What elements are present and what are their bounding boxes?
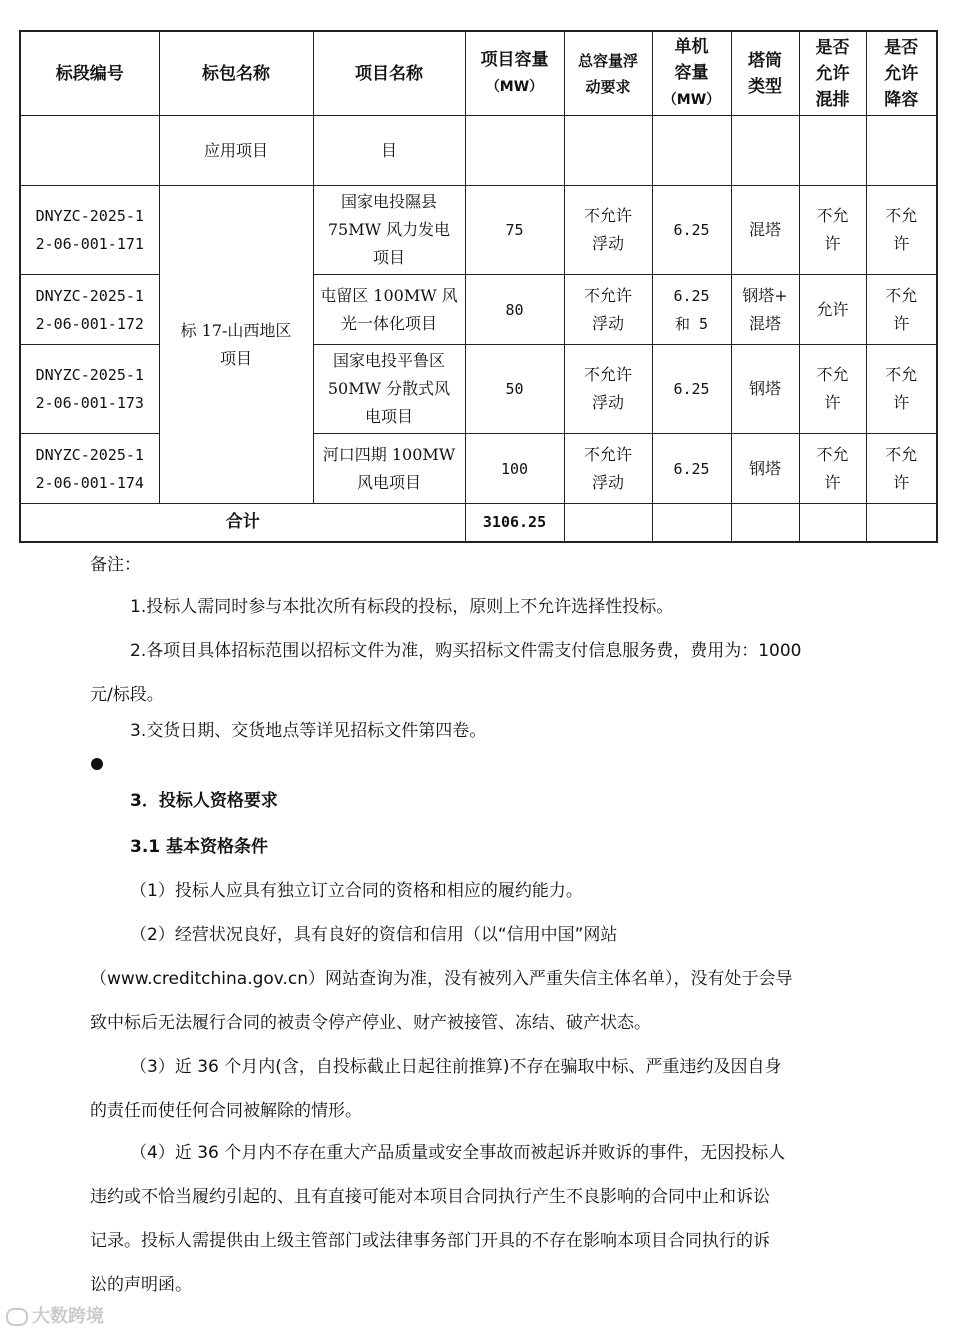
note-3: 3.交货日期、交货地点等详见招标文件第四卷。 <box>130 721 487 741</box>
cell-derate: 不允 许 <box>866 345 937 434</box>
cell-bid-code: DNYZC-2025-1 2-06-001-172 <box>20 275 159 345</box>
cell-empty <box>652 504 731 542</box>
cell-empty <box>20 116 159 186</box>
paragraph-4: （4）近 36 个月内不存在重大产品质量或安全事故而被起诉并败诉的事件，无因投标人 <box>130 1143 786 1163</box>
note-2: 2.各项目具体招标范围以招标文件为准，购买招标文件需支付信息服务费，费用为：1000 <box>130 641 802 661</box>
bullet-dot <box>91 758 103 770</box>
cell-empty <box>799 504 866 542</box>
table-header-row <box>20 31 937 116</box>
cell-mixed: 不允 许 <box>799 434 866 504</box>
cell-package-name: 标 17-山西地区 项目 <box>159 186 313 504</box>
cell-unit-capacity: 6.25 <box>652 345 731 434</box>
cell-empty <box>465 116 564 186</box>
header-tower-type: 塔筒 类型 <box>731 31 799 116</box>
cell-empty <box>564 504 652 542</box>
table-row <box>20 345 937 434</box>
header-package-name: 标包名称 <box>159 31 313 116</box>
cell-unit-capacity: 6.25 <box>652 186 731 275</box>
cell-empty <box>731 116 799 186</box>
cell-project-name: 国家电投平鲁区 50MW 分散式风 电项目 <box>313 345 465 434</box>
cell-bid-code: DNYZC-2025-1 2-06-001-171 <box>20 186 159 275</box>
header-mixed: 是否 允许 混排 <box>799 31 866 116</box>
cell-project-name: 河口四期 100MW 风电项目 <box>313 434 465 504</box>
cell-unit-capacity: 6.25 和 5 <box>652 275 731 345</box>
cell-tower: 钢塔 <box>731 434 799 504</box>
paragraph-3-cont: 的责任而使任何合同被解除的情形。 <box>90 1101 362 1121</box>
cell-empty <box>731 504 799 542</box>
cell-float: 不允许 浮动 <box>564 345 652 434</box>
paragraph-4-cont: 记录。投标人需提供由上级主管部门或法律事务部门开具的不存在影响本项目合同执行的诉 <box>90 1231 770 1251</box>
cell-tower: 钢塔+ 混塔 <box>731 275 799 345</box>
cell-project-name: 国家电投隰县 75MW 风力发电 项目 <box>313 186 465 275</box>
watermark <box>6 1302 104 1328</box>
cell-empty <box>652 116 731 186</box>
cell-capacity: 100 <box>465 434 564 504</box>
table-row-continued <box>20 116 937 186</box>
header-capacity: 项目容量 （MW） <box>465 31 564 116</box>
paragraph-2-cont: 致中标后无法履行合同的被责令停产停业、财产被接管、冻结、破产状态。 <box>90 1013 651 1033</box>
cell-tower: 钢塔 <box>731 345 799 434</box>
cell-mixed: 允许 <box>799 275 866 345</box>
cell-capacity: 80 <box>465 275 564 345</box>
cell-empty <box>799 116 866 186</box>
paragraph-3: （3）近 36 个月内(含，自投标截止日起往前推算)不存在骗取中标、严重违约及因自身 <box>130 1057 782 1077</box>
cell-mixed: 不允 许 <box>799 186 866 275</box>
cell-empty <box>564 116 652 186</box>
header-derate: 是否 允许 降容 <box>866 31 937 116</box>
cell-float: 不允许 浮动 <box>564 186 652 275</box>
paragraph-1: （1）投标人应具有独立订立合同的资格和相应的履约能力。 <box>130 881 583 901</box>
notes-heading: 备注： <box>90 555 141 575</box>
cell-float: 不允许 浮动 <box>564 275 652 345</box>
table-total-row <box>20 504 937 542</box>
cell-total-value: 3106.25 <box>465 504 564 542</box>
cell-derate: 不允 许 <box>866 186 937 275</box>
watermark-logo-icon <box>6 1308 28 1326</box>
subsection-title: 3.1 基本资格条件 <box>130 837 269 857</box>
note-1: 1.投标人需同时参与本批次所有标段的投标，原则上不允许选择性投标。 <box>130 597 674 617</box>
cell-derate: 不允 许 <box>866 275 937 345</box>
header-project-name: 项目名称 <box>313 31 465 116</box>
table-row <box>20 186 937 275</box>
paragraph-2-cont: （www.creditchina.gov.cn）网站查询为准，没有被列入严重失信主体名单），没有处于会导 <box>90 969 793 989</box>
cell-capacity: 50 <box>465 345 564 434</box>
table-row <box>20 275 937 345</box>
cell-bid-code: DNYZC-2025-1 2-06-001-173 <box>20 345 159 434</box>
section-title: 3．投标人资格要求 <box>130 791 278 811</box>
note-2-cont: 元/标段。 <box>90 685 164 705</box>
header-float-req: 总容量浮 动要求 <box>564 31 652 116</box>
paragraph-4-cont: 违约或不恰当履约引起的、且有直接可能对本项目合同执行产生不良影响的合同中止和诉讼 <box>90 1187 770 1207</box>
cell-float: 不允许 浮动 <box>564 434 652 504</box>
cell-project-continued: 目 <box>313 116 465 186</box>
cell-unit-capacity: 6.25 <box>652 434 731 504</box>
header-bid-no: 标段编号 <box>20 31 159 116</box>
cell-empty <box>866 504 937 542</box>
cell-package-continued: 应用项目 <box>159 116 313 186</box>
paragraph-2: （2）经营状况良好，具有良好的资信和信用（以“信用中国”网站 <box>130 925 618 945</box>
header-unit-capacity: 单机 容量 （MW） <box>652 31 731 116</box>
cell-tower: 混塔 <box>731 186 799 275</box>
watermark-text: 大数跨境 <box>32 1306 104 1327</box>
paragraph-4-cont: 讼的声明函。 <box>90 1275 192 1295</box>
table-row <box>20 434 937 504</box>
cell-mixed: 不允 许 <box>799 345 866 434</box>
cell-bid-code: DNYZC-2025-1 2-06-001-174 <box>20 434 159 504</box>
bid-table <box>19 30 938 543</box>
cell-project-name: 屯留区 100MW 风 光一体化项目 <box>313 275 465 345</box>
cell-empty <box>866 116 937 186</box>
cell-derate: 不允 许 <box>866 434 937 504</box>
cell-capacity: 75 <box>465 186 564 275</box>
cell-total-label: 合计 <box>20 504 465 542</box>
